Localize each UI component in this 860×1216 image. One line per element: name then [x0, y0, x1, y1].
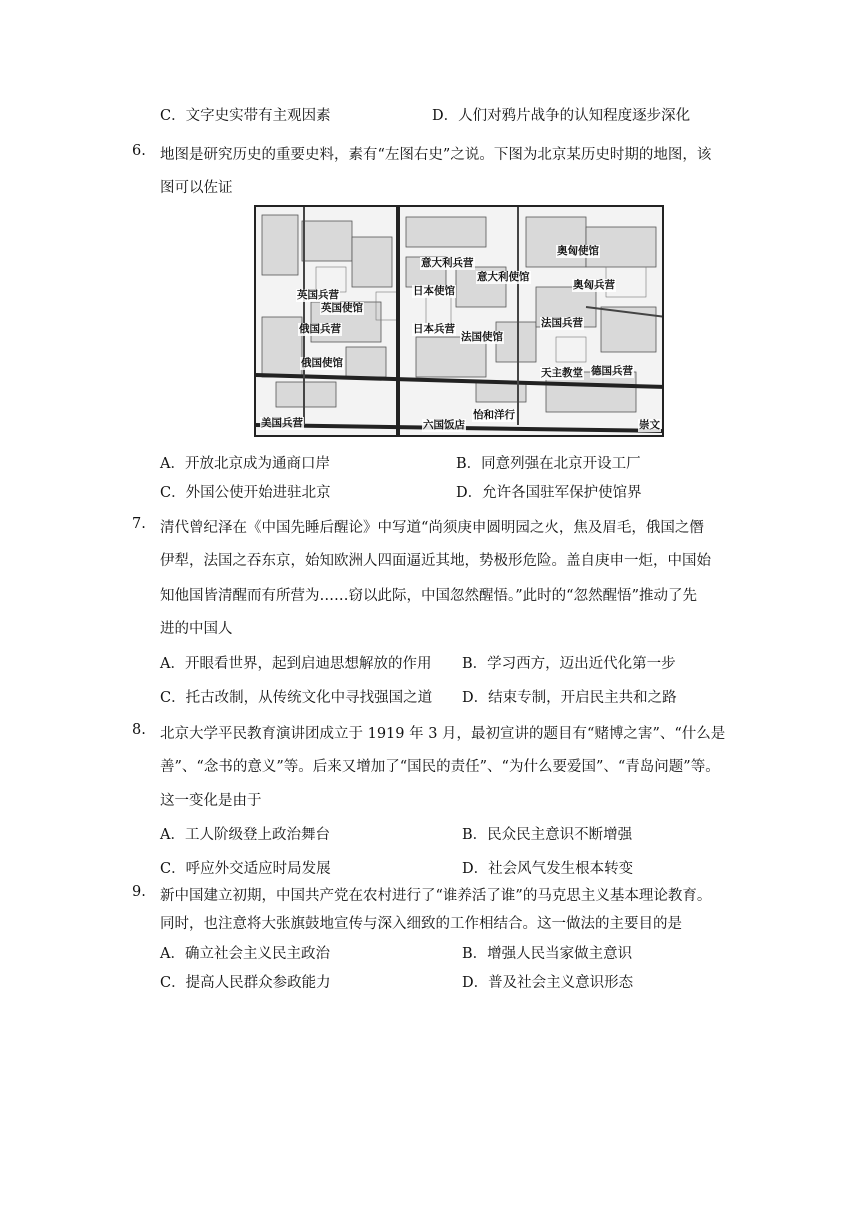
legation-quarter-map [254, 205, 664, 437]
map-label-deguo-bingying: 德国兵营 [591, 365, 633, 377]
map-label-faguo-bingying: 法国兵营 [541, 317, 583, 329]
q8-option-d: D．社会风气发生根本转变 [462, 861, 634, 877]
q7-option-b: B．学习西方，迈出近代化第一步 [462, 656, 676, 672]
q7-option-c: C．托古改制，从传统文化中寻找强国之道 [160, 690, 433, 706]
map-label-eguo-shiguan: 俄国使馆 [301, 357, 343, 369]
q8-stem-line-2: 善”、“念书的意义”等。后来又增加了“国民的责任”、“为什么要爱国”、“青岛问题”等。 [160, 759, 720, 775]
map-label-riben-bingying: 日本兵营 [413, 323, 455, 335]
map-label-yihe-yanghang: 怡和洋行 [473, 409, 515, 421]
q9-option-c: C．提高人民群众参政能力 [160, 975, 331, 991]
q7-option-a: A．开眼看世界，起到启迪思想解放的作用 [160, 656, 432, 672]
q8-option-c: C．呼应外交适应时局发展 [160, 861, 331, 877]
q8-stem-line-1: 北京大学平民教育演讲团成立于 1919 年 3 月，最初宣讲的题目有“赌博之害”、“什么是 [160, 726, 726, 742]
map-label-yingguo-shiguan: 英国使馆 [321, 302, 363, 314]
q7-stem-line-1: 清代曾纪泽在《中国先睡后醒论》中写道“尚须庚申圆明园之火，焦及眉毛，俄国之僭 [160, 520, 704, 536]
q9-stem-line-2: 同时，也注意将大张旗鼓地宣传与深入细致的工作相结合。这一做法的主要目的是 [160, 916, 682, 932]
q5-option-c: C．文字史实带有主观因素 [160, 108, 331, 124]
map-label-faguo-shiguan: 法国使馆 [461, 331, 503, 343]
q7-stem-line-4: 进的中国人 [160, 621, 233, 637]
map-label-meiguo-bingying: 美国兵营 [261, 417, 303, 429]
map-label-aodian-shiguan: 奥匈使馆 [557, 245, 599, 257]
q9-number: 9. [132, 884, 146, 900]
q8-stem-line-3: 这一变化是由于 [160, 793, 262, 809]
q8-option-a: A．工人阶级登上政治舞台 [160, 827, 330, 843]
q6-number: 6. [132, 143, 146, 159]
map-label-yidali-shiguan: 意大利使馆 [477, 271, 530, 283]
map-label-yidali-bingying: 意大利兵营 [421, 257, 474, 269]
map-label-chongwen: 崇文 [639, 419, 660, 431]
q7-stem-line-2: 伊犁，法国之吞东京，始知欧洲人四面逼近其地，势极形危险。盖自庚申一炬，中国始 [160, 553, 711, 569]
q6-option-d: D．允许各国驻军保护使馆界 [456, 485, 642, 501]
map-label-eguo-bingying: 俄国兵营 [299, 323, 341, 335]
q6-option-c: C．外国公使开始进驻北京 [160, 485, 331, 501]
q7-number: 7. [132, 516, 146, 532]
map-label-liuguo-fandian: 六国饭店 [423, 419, 465, 431]
map-drawing [256, 207, 664, 437]
q9-option-b: B．增强人民当家做主意识 [462, 946, 633, 962]
map-label-riben-shiguan: 日本使馆 [413, 285, 455, 297]
q9-option-a: A．确立社会主义民主政治 [160, 946, 330, 962]
q5-option-d: D．人们对鸦片战争的认知程度逐步深化 [432, 108, 691, 124]
q8-option-b: B．民众民主意识不断增强 [462, 827, 633, 843]
q6-stem-line-1: 地图是研究历史的重要史料，素有“左图右史”之说。下图为北京某历史时期的地图，该 [160, 147, 712, 163]
q7-stem-line-3: 知他国皆清醒而有所营为……窃以此际，中国忽然醒悟。”此时的“忽然醒悟”推动了先 [160, 588, 697, 604]
map-label-yingguo-bingying: 英国兵营 [297, 289, 339, 301]
q9-option-d: D．普及社会主义意识形态 [462, 975, 634, 991]
q6-stem-line-2: 图可以佐证 [160, 180, 233, 196]
q6-option-a: A．开放北京成为通商口岸 [160, 456, 330, 472]
q9-stem-line-1: 新中国建立初期，中国共产党在农村进行了“谁养活了谁”的马克思主义基本理论教育。 [160, 888, 712, 904]
q8-number: 8. [132, 722, 146, 738]
q6-option-b: B．同意列强在北京开设工厂 [456, 456, 641, 472]
map-label-aodian-bingying: 奥匈兵营 [573, 279, 615, 291]
map-label-tianzhu-jiaotang: 天主教堂 [541, 367, 583, 379]
q7-option-d: D．结束专制，开启民主共和之路 [462, 690, 677, 706]
